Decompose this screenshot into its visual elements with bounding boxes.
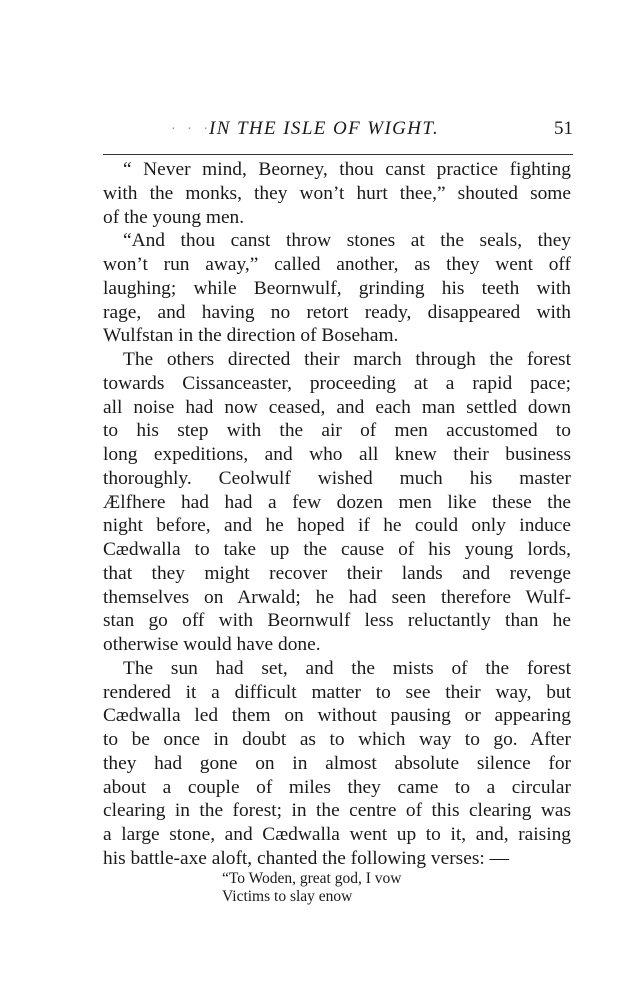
header-rule: [103, 154, 573, 155]
text-line: “And thou canst throw stones at the seals, they: [123, 230, 571, 252]
text-line: won’t run away,” called another, as they went off: [103, 254, 571, 275]
text-line: rendered it a difficult matter to see their way, but: [103, 681, 571, 703]
text-line: The others directed their march through the forest: [123, 349, 571, 370]
paragraph: [103, 158, 571, 229]
page-number: 51: [554, 118, 573, 139]
text-line: with the monks, they won’t hurt thee,” shouted some: [103, 182, 571, 204]
text-line: clearing in the forest; in the centre of this clearing was: [103, 800, 571, 822]
body-text: [103, 158, 571, 871]
text-line: his battle-axe aloft, chanted the following verses: —: [103, 847, 510, 869]
verse-line: “To Woden, great god, I vow: [222, 870, 402, 887]
text-line: stan go off with Beornwulf less reluctantly than he: [103, 610, 571, 632]
text-line: to be once in doubt as to which way to go. After: [103, 729, 571, 750]
text-line: Cædwalla led them on without pausing or appearing: [103, 705, 571, 727]
paragraph: [103, 657, 571, 871]
text-line: of the young men.: [103, 206, 245, 228]
text-line: that they might recover their lands and revenge: [103, 562, 571, 584]
header-ornament: · · ·: [171, 122, 212, 137]
verse-line: Victims to slay enow: [222, 888, 353, 905]
text-line: Ælfhere had had a few dozen men like these the: [103, 491, 571, 513]
text-line: themselves on Arwald; he had seen therefore Wulf-: [103, 586, 571, 608]
paragraph: [103, 348, 571, 657]
text-line: they had gone on in almost absolute silence for: [103, 752, 571, 774]
text-line: towards Cissanceaster, proceeding at a rapid pace;: [103, 372, 571, 394]
text-line: to his step with the air of men accustomed to: [103, 420, 571, 442]
running-head: IN THE ISLE OF WIGHT.: [209, 118, 440, 139]
text-line: a large stone, and Cædwalla went up to it, and, raising: [103, 824, 571, 845]
page-header: [103, 118, 573, 148]
text-line: thoroughly. Ceolwulf wished much his master: [103, 467, 571, 489]
text-line: Cædwalla to take up the cause of his young lords,: [103, 539, 571, 560]
paragraph: [103, 229, 571, 348]
verse-block: [222, 870, 401, 906]
text-line: night before, and he hoped if he could only induce: [103, 515, 571, 537]
text-line: “ Never mind, Beorney, thou canst practice fighting: [123, 159, 571, 180]
text-line: rage, and having no retort ready, disappeared with: [103, 301, 571, 323]
text-line: The sun had set, and the mists of the forest: [123, 657, 571, 679]
text-line: long expeditions, and who all knew their business: [103, 444, 571, 465]
text-line: otherwise would have done.: [103, 634, 321, 655]
text-line: laughing; while Beornwulf, grinding his teeth with: [103, 277, 571, 299]
text-line: all noise had now ceased, and each man settled down: [103, 396, 571, 418]
text-line: Wulfstan in the direction of Boseham.: [103, 325, 399, 347]
text-line: about a couple of miles they came to a circular: [103, 776, 571, 798]
